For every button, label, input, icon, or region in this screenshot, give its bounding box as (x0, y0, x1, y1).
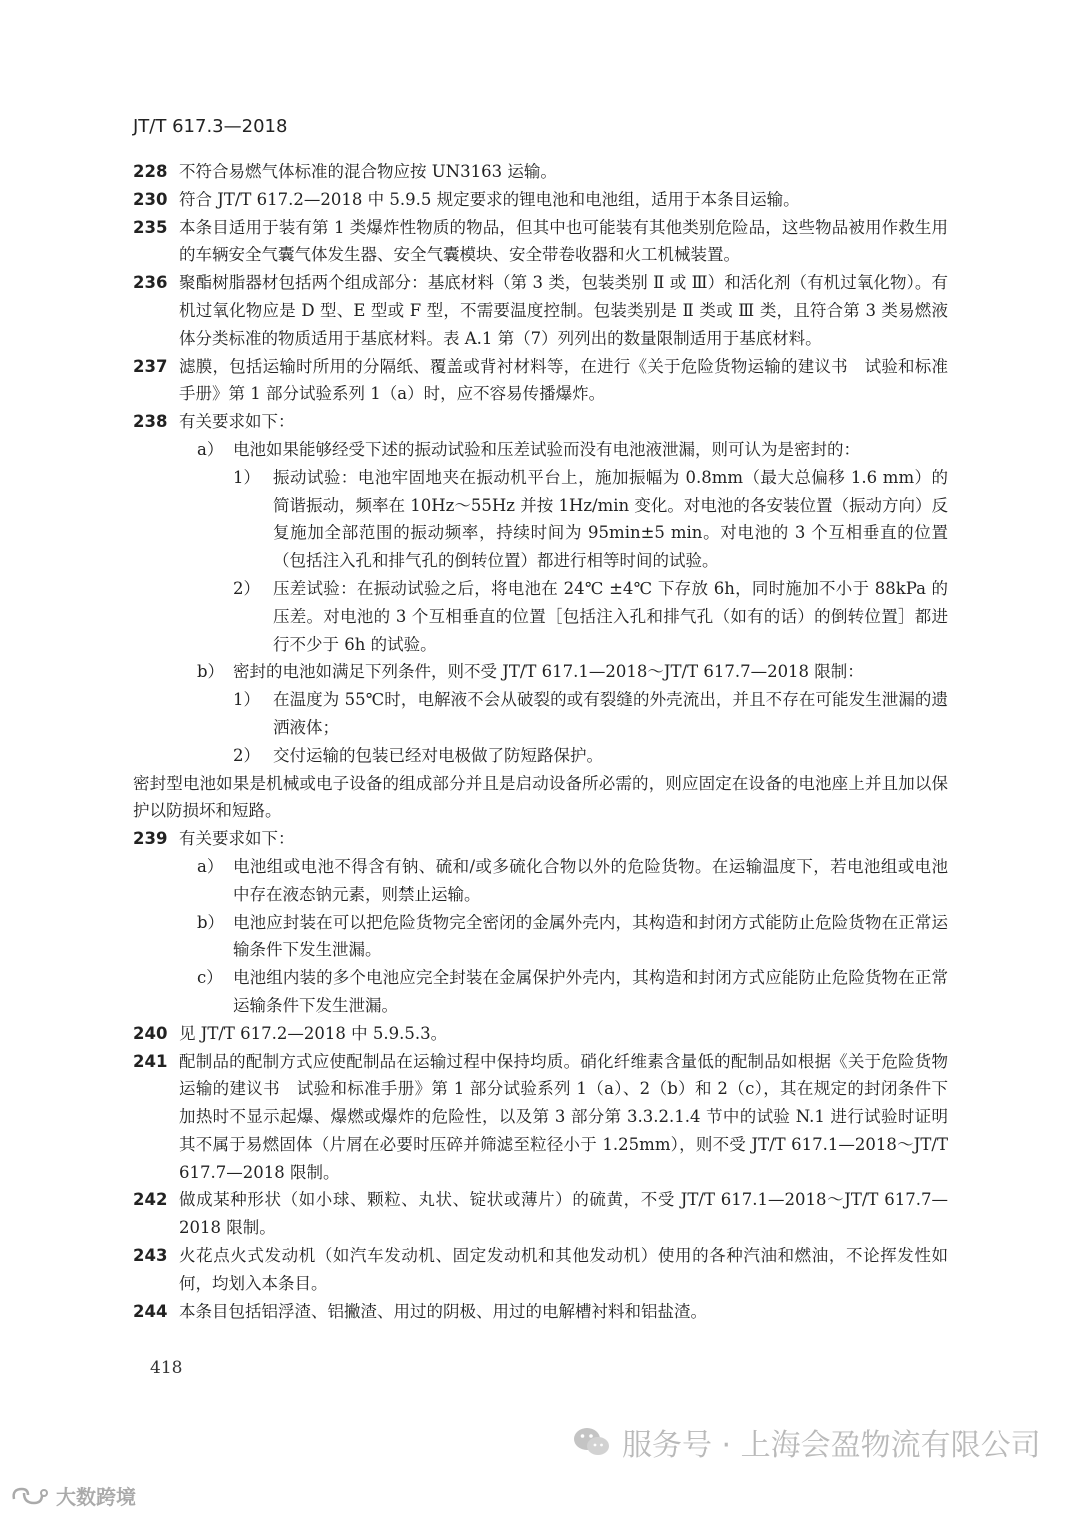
clause-item (133, 214, 948, 270)
clause-text: 本条目包括铝浮渣、铝撇渣、用过的阴极、用过的电解槽衬料和铝盐渣。 (179, 1301, 707, 1321)
page-number: 418 (150, 1358, 183, 1378)
clause-number: 235 (133, 217, 168, 237)
clause-text: 见 JT/T 617.2—2018 中 5.9.5.3。 (179, 1023, 448, 1043)
clause-text: 聚酯树脂器材包括两个组成部分：基底材料（第 3 类，包装类别 Ⅱ 或 Ⅲ）和活化剂（有机过氧化物）。有机过氧化物应是 D 型、E 型或 F 型，不需要温度控制。包装类别是 Ⅱ 类或 Ⅲ 类，且符合第 3 类易燃液体分类标准的物质适用于基底材料。表 A.1 第（7）列列出的数量限制适用于基底材料。 (179, 273, 948, 348)
clause-closing-paragraph: 密封型电池如果是机械或电子设备的组成部分并且是启动设备所必需的，则应固定在设备的电池座上并且加以保护以防损坏和短路。 (133, 773, 948, 821)
sub-clause-text: 电池如果能够经受下述的振动试验和压差试验而没有电池液泄漏，则可认为是密封的： (233, 439, 860, 459)
clause-number: 242 (133, 1190, 168, 1210)
clause-item (133, 1298, 948, 1326)
clause-item (133, 186, 948, 214)
sub-clause-label: a） (197, 439, 224, 459)
sub-clause-text: 电池组或电池不得含有钠、硫和/或多硫化合物以外的危险货物。在运输温度下，若电池组或电池中存在液态钠元素，则禁止运输。 (233, 856, 948, 904)
clause-number: 228 (133, 162, 168, 181)
corner-watermark (10, 1481, 136, 1510)
clause-item (133, 353, 948, 409)
clause-item (133, 269, 948, 352)
sub-sub-clause-label: 1） (233, 467, 260, 487)
sub-clause-label: b） (197, 662, 225, 682)
clause-number: 230 (133, 189, 168, 209)
clause-number: 241 (133, 1051, 168, 1071)
clause-item (133, 825, 948, 853)
clause-number: 243 (133, 1246, 168, 1266)
sub-sub-clause-text: 在温度为 55℃时，电解液不会从破裂的或有裂缝的外壳流出，并且不存在可能发生泄漏的遗洒液体； (273, 690, 948, 737)
clause-number: 240 (133, 1023, 168, 1043)
sub-clause-label: b） (197, 912, 225, 932)
sub-clause-label: c） (197, 968, 223, 988)
sub-sub-clause (133, 575, 948, 658)
clause-item (133, 1242, 948, 1298)
sub-clause-text: 电池应封装在可以把危险货物完全密闭的金属外壳内，其构造和封闭方式能防止危险货物在正常运输条件下发生泄漏。 (233, 912, 948, 960)
clause-number: 237 (133, 356, 168, 376)
clause-number: 238 (133, 412, 168, 432)
clause-text: 火花点火式发动机（如汽车发动机、固定发动机和其他发动机）使用的各种汽油和燃油，不论挥发性如何，均划入本条目。 (179, 1246, 948, 1293)
sub-sub-clause-text: 压差试验：在振动试验之后，将电池在 24℃ ±4℃ 下存放 6h，同时施加不小于 88kPa 的压差。对电池的 3 个互相垂直的位置［包括注入孔和排气孔（如有的话）的倒转位置］都进行不少于 6h 的试验。 (273, 578, 948, 654)
sub-clause-label: a） (197, 856, 224, 876)
watermark-text: 服务号 · 上海会盈物流有限公司 (622, 1428, 1041, 1463)
sub-clause-text: 密封的电池如满足下列条件，则不受 JT/T 617.1—2018～JT/T 617.7—2018 限制： (233, 662, 864, 682)
watermark (572, 1420, 1041, 1464)
sub-clause-a (133, 853, 948, 909)
sub-clause-b (133, 658, 948, 686)
sub-clause-text: 电池组内装的多个电池应完全封装在金属保护外壳内，其构造和封闭方式应能防止危险货物在正常运输条件下发生泄漏。 (233, 968, 948, 1015)
sub-sub-clause-text: 振动试验：电池牢固地夹在振动机平台上，施加振幅为 0.8mm（最大总偏移 1.6 mm）的简谐振动，频率在 10Hz～55Hz 并按 1Hz/min 变化。对电池的各安装位置（振动方向）反复施加全部范围的振动频率，持续时间为 95min±5 min。对电池的 3 个互相垂直的位置（包括注入孔和排气孔的倒转位置）都进行相等时间的试验。 (273, 467, 948, 571)
sub-sub-clause-label: 2） (233, 578, 260, 598)
clause-text: 有关要求如下： (179, 829, 295, 849)
clause-text: 不符合易燃气体标准的混合物应按 UN3163 运输。 (179, 162, 557, 181)
corner-watermark-text: 大数跨境 (56, 1485, 136, 1509)
clause-number: 236 (133, 273, 168, 293)
clause-text: 配制品的配制方式应使配制品在运输过程中保持均质。硝化纤维素含量低的配制品如根据《关于危险货物运输的建议书 试验和标准手册》第 1 部分试验系列 1（a）、2（b）和 2（c），其在规定的封闭条件下加热时不显示起爆、爆燃或爆炸的危险性，以及第 3 部分第 3.3.2.1.4 节中的试验 N.1 进行试验时证明其不属于易燃固体（片屑在必要时压碎并筛滤至粒径小于 1.25mm），则不受 JT/T 617.1—2018～JT/T 617.7—2018 限制。 (179, 1051, 948, 1182)
clause-item (133, 1048, 948, 1187)
sub-sub-clause (133, 464, 948, 575)
clause-text: 本条目适用于装有第 1 类爆炸性物质的物品，但其中也可能装有其他类别危险品，这些物品被用作救生用的车辆安全气囊气体发生器、安全气囊模块、安全带卷收器和火工机械装置。 (179, 217, 948, 265)
wechat-icon (572, 1425, 612, 1459)
sub-clause-b (133, 909, 948, 965)
clause-text: 有关要求如下： (179, 412, 295, 432)
link-icon (10, 1485, 50, 1507)
sub-clause-a (133, 436, 948, 464)
sub-sub-clause-label: 1） (233, 690, 260, 710)
clause-text: 符合 JT/T 617.2—2018 中 5.9.5 规定要求的锂电池和电池组，适用于本条目运输。 (179, 189, 800, 209)
clause-text: 滤膜，包括运输时所用的分隔纸、覆盖或背衬材料等，在进行《关于危险货物运输的建议书 试验和标准手册》第 1 部分试验系列 1（a）时，应不容易传播爆炸。 (179, 356, 948, 404)
sub-sub-clause-text: 交付运输的包装已经对电极做了防短路保护。 (273, 745, 603, 765)
sub-sub-clause-label: 2） (233, 745, 260, 765)
sub-clause-c (133, 964, 948, 1020)
clause-item (133, 408, 948, 436)
sub-sub-clause (133, 686, 948, 742)
standard-code-header: JT/T 617.3—2018 (133, 116, 288, 137)
clause-number: 239 (133, 829, 168, 849)
clause-item (133, 1186, 948, 1242)
sub-sub-clause (133, 742, 948, 770)
clause-item (133, 1020, 948, 1048)
document-body (133, 158, 948, 1325)
clause-item (133, 158, 948, 186)
clause-number: 244 (133, 1301, 168, 1321)
clause-text: 做成某种形状（如小球、颗粒、丸状、锭状或薄片）的硫黄，不受 JT/T 617.1—2018～JT/T 617.7—2018 限制。 (179, 1190, 948, 1238)
